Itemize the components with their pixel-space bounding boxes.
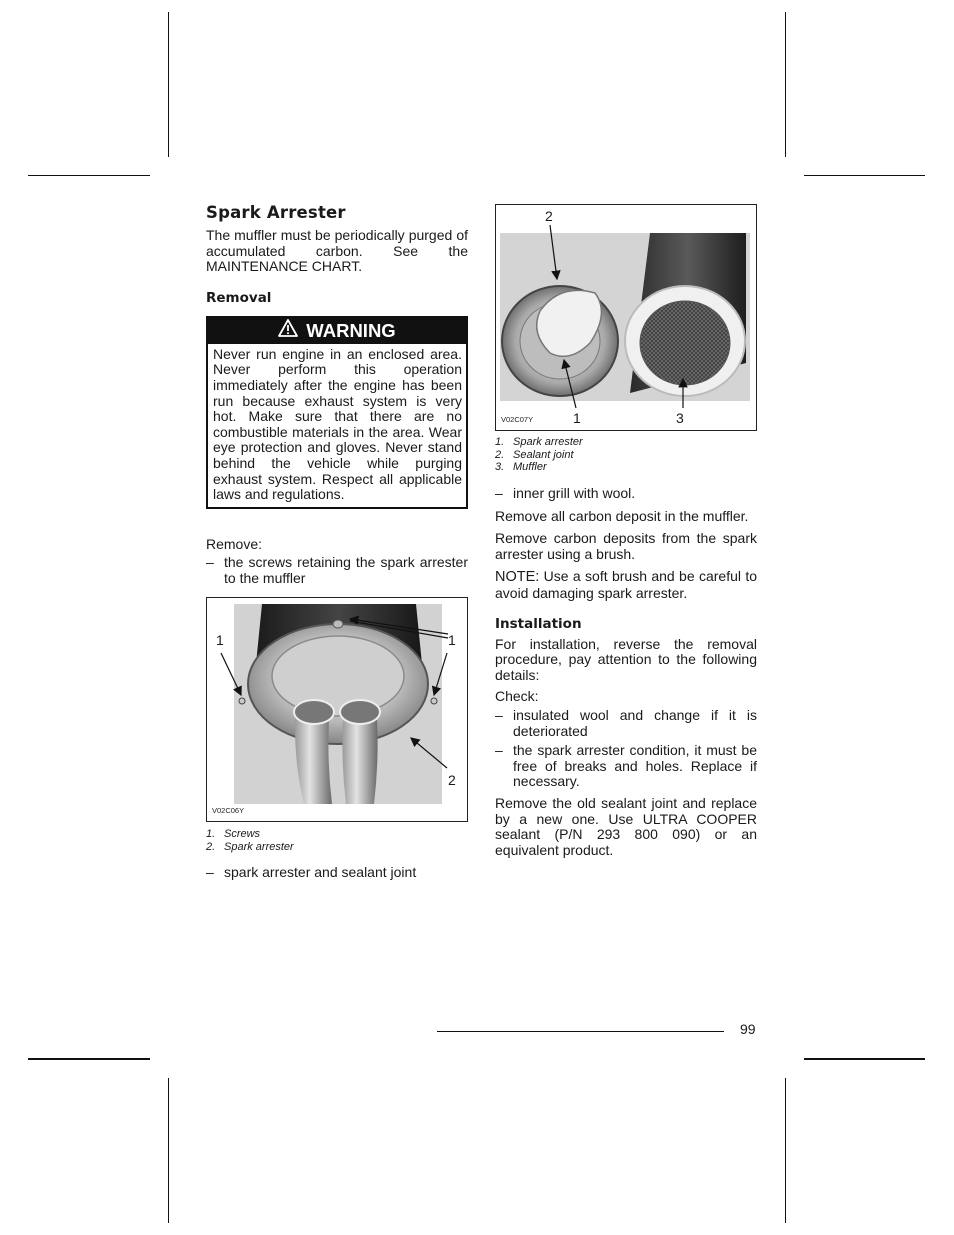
callout-3: 3 — [676, 410, 684, 426]
caption-item: 3. Muffler — [495, 461, 547, 473]
caption-item: 2. Spark arrester — [206, 840, 294, 853]
list-item: – insulated wool and change if it is deteriorated — [495, 706, 757, 739]
list-item: – spark arrester and sealant joint — [206, 865, 468, 881]
paragraph: For installation, reverse the removal procedure, pay attention to the following details: — [495, 635, 757, 683]
callout-2: 2 — [545, 208, 553, 224]
figure-code: V02C07Y — [501, 415, 534, 424]
crop-mark — [168, 12, 169, 157]
list-item-text: inner grill with wool. — [513, 485, 636, 501]
crop-mark — [28, 1058, 150, 1060]
figure2-captions — [495, 436, 757, 474]
page-number: 99 — [740, 1021, 756, 1037]
callout-arrows — [207, 598, 467, 821]
figure-spark-arrester — [495, 204, 757, 431]
left-column — [206, 200, 468, 587]
footer-rule — [437, 1031, 724, 1032]
callout-2: 2 — [448, 772, 456, 788]
callout-arrows — [496, 205, 756, 430]
caption-item: 1. Spark arrester — [495, 436, 583, 448]
list-item: – inner grill with wool. — [495, 486, 757, 502]
list-item-text: the spark arrester condition, it must be free of breaks and holes. Replace if necessary. — [513, 742, 757, 790]
intro-paragraph: The muffler must be periodically purged of accumulated carbon. See the MAINTENANCE CHART. — [206, 227, 468, 275]
callout-1-left: 1 — [216, 632, 224, 648]
warning-text: Never run engine in an enclosed area. Never perform this operation immediately after the engine has been run because exhaust system is very hot. Make sure that there are no combustible materials in the area. Wear eye protection and gloves. Never stand behind the vehicle while purging exhaust system. Respect all applicable laws and regulations. — [213, 345, 462, 503]
caption-item: 2. Sealant joint — [495, 448, 574, 461]
crop-mark — [785, 12, 786, 157]
caption-item: 1. Screws — [206, 828, 261, 840]
figure-muffler-screws — [206, 597, 468, 822]
warning-label: WARNING — [306, 319, 396, 341]
figure1-captions — [206, 828, 468, 853]
crop-mark — [804, 1058, 925, 1060]
list-item-text: insulated wool and change if it is deteriorated — [513, 706, 757, 739]
list-item-text: spark arrester and sealant joint — [224, 864, 417, 880]
crop-mark — [785, 1078, 786, 1223]
list-item: – the screws retaining the spark arrester to the muffler — [206, 554, 468, 586]
figure-code: V02C06Y — [212, 806, 245, 815]
removal-heading: Removal — [206, 289, 272, 306]
callout-1-right: 1 — [448, 632, 456, 648]
section-title: Spark Arrester — [206, 203, 346, 222]
installation-heading: Installation — [495, 615, 582, 632]
callout-1: 1 — [573, 410, 581, 426]
note-label: NOTE: — [495, 569, 540, 586]
crop-mark — [804, 175, 925, 176]
note — [495, 569, 757, 601]
list-item-text: the screws retaining the spark arrester to the muffler — [224, 554, 468, 586]
paragraph: Remove carbon deposits from the spark arrester using a brush. — [495, 530, 757, 562]
check-label: Check: — [495, 688, 539, 705]
warning-header — [208, 318, 466, 344]
crop-mark — [168, 1078, 169, 1223]
paragraph: Remove the old sealant joint and replace by a new one. Use ULTRA COOPER sealant (P/N 293 800 090) or an equivalent product. — [495, 794, 757, 858]
paragraph: Remove all carbon deposit in the muffler. — [495, 507, 749, 524]
warning-box — [206, 316, 468, 509]
right-column — [495, 486, 757, 858]
list-item: – the spark arrester condition, it must be free of breaks and holes. Replace if necessary. — [495, 742, 757, 790]
warning-triangle-icon — [278, 319, 298, 342]
note-text: Use a soft brush and be careful to avoid damaging spark arrester. — [495, 568, 758, 601]
remove-label: Remove: — [206, 535, 263, 552]
crop-mark — [28, 175, 150, 176]
